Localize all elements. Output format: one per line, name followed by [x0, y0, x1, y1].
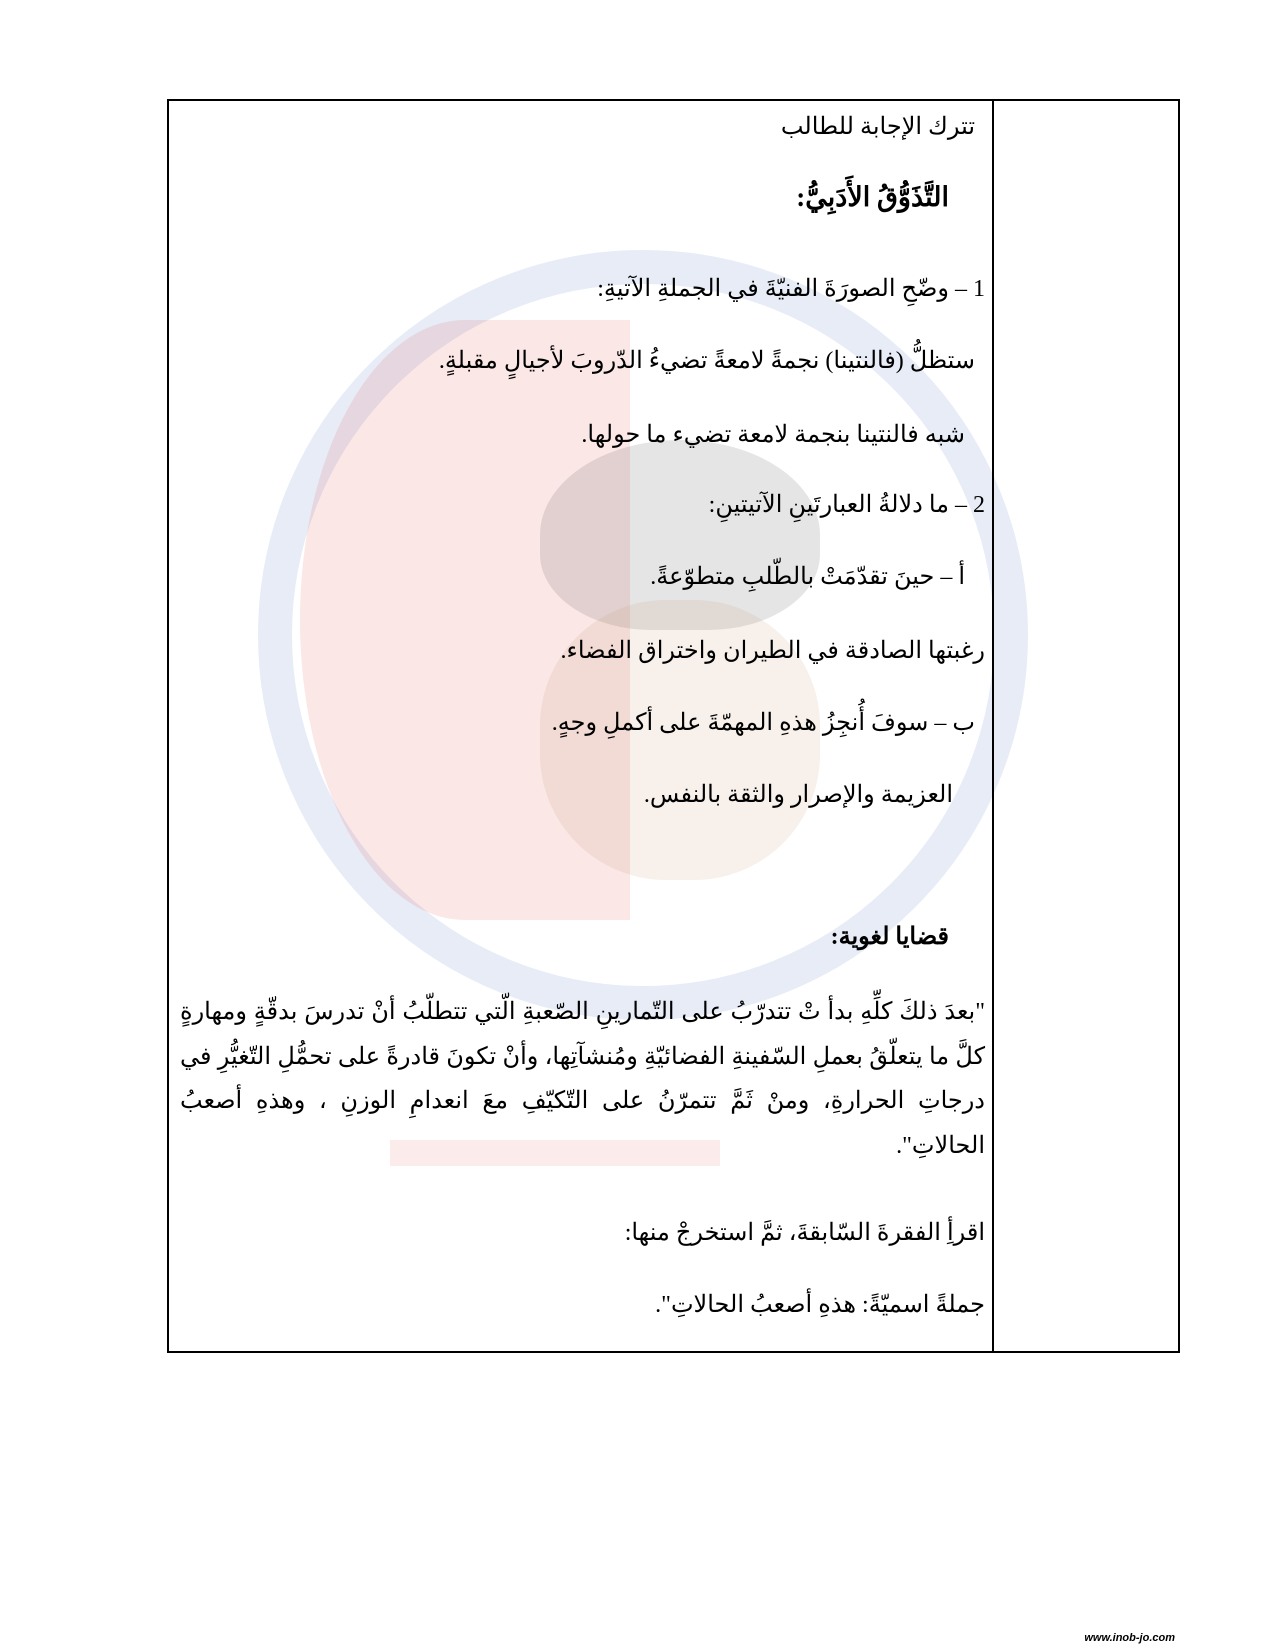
question-3-answer: جملةً اسميّةً: هذهِ أصعبُ الحالاتِ". [655, 1292, 985, 1318]
section-heading-linguistic: قضايا لغوية: [830, 924, 949, 950]
section-heading-literary: التَّذَوُّقُ الأَدَبِيُّ: [796, 182, 949, 212]
footer-website: www.inob-jo.com [1084, 1632, 1175, 1644]
question-3: اقرأِ الفقرةَ السّابقةَ، ثمَّ استخرجْ منها: [624, 1220, 985, 1246]
question-1: 1 – وضّحِ الصورَةَ الفنيّةَ في الجملةِ الآتيةِ: [597, 276, 985, 302]
answer-note: تترك الإجابة للطالب [780, 114, 975, 140]
column-divider [992, 99, 994, 1353]
question-2a-answer: رغبتها الصادقة في الطيران واختراق الفضاء. [560, 638, 985, 664]
question-2a: أ – حينَ تقدّمَتْ بالطّلبِ متطوّعةً. [650, 564, 965, 590]
question-1-answer: شبه فالنتينا بنجمة لامعة تضيء ما حولها. [581, 422, 965, 448]
question-2: 2 – ما دلالةُ العبارتَينِ الآتيتينِ: [708, 492, 985, 518]
question-2b-answer: العزيمة والإصرار والثقة بالنفس. [643, 782, 953, 808]
question-1-sentence: ستظلُّ (فالنتينا) نجمةً لامعةً تضيءُ الدّروبَ لأجيالٍ مقبلةٍ. [438, 348, 975, 374]
reading-paragraph: "بعدَ ذلكَ كلِّهِ بدأ تْ تتدرّبُ على التّمارينِ الصّعبةِ الّتي تتطلّبُ أنْ تدرسَ بدقّةٍ ومهارةٍ كلَّ ما يتعلّقُ بعملِ السّفينةِ الفضائيّةِ ومُنشآتِها، وأنْ تكونَ قادرةً على تحمُّلِ التّغيُّرِ في درجاتِ الحرارةِ، ومنْ ثَمَّ تتمرّنُ على التّكيّفِ معَ انعدامِ الوزنِ ، وهذهِ أصعبُ الحالاتِ". [180, 999, 985, 1159]
question-2b: ب – سوفَ أُنجِزُ هذهِ المهمّةَ على أكملِ وجهٍ. [551, 710, 975, 736]
